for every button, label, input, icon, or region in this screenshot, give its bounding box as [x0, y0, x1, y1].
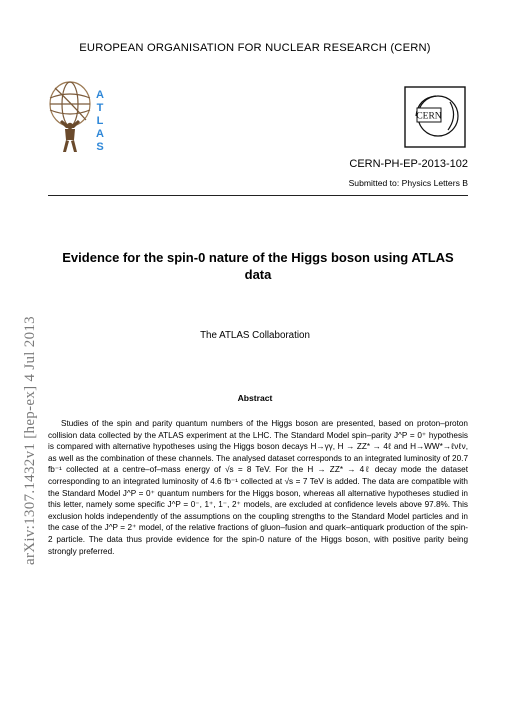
atlas-letter: A — [96, 128, 104, 140]
atlas-letter: T — [96, 102, 104, 114]
abstract-heading: Abstract — [237, 393, 273, 403]
author-line: The ATLAS Collaboration — [200, 330, 310, 341]
atlas-bearer — [60, 120, 80, 152]
atlas-logo — [46, 76, 110, 156]
report-number: CERN-PH-EP-2013-102 — [349, 158, 468, 170]
organisation-header: EUROPEAN ORGANISATION FOR NUCLEAR RESEARCH (CERN) — [79, 42, 431, 54]
submitted-to: Submitted to: Physics Letters B — [348, 178, 468, 188]
abstract-text: Studies of the spin and parity quantum numbers of the Higgs boson are presented, based on proton–proton collision data collected by the ATLAS experiment at the LHC. The Standard Model spin–parity J^P = 0⁺ hypothesis is compared with alternative hypotheses using the Higgs boson decays H→γγ, H → ZZ* → 4ℓ and H→WW*→ℓνℓν, as well as the combination of these channels. The analysed dataset corresponds to an integrated luminosity of 20.7 fb⁻¹ collected at a centre–of–mass energy of √s = 8 TeV. For the H → ZZ* → 4ℓ decay mode the dataset corresponding to an integrated luminosity of 4.6 fb⁻¹ collected at √s = 7 TeV is added. The data are compatible with the Standard Model J^P = 0⁺ quantum numbers for the Higgs boson, whereas all alternative hypotheses studied in this letter, namely some specific J^P = 0⁻, 1⁺, 1⁻, 2⁺ models, are excluded at confidence levels above 97.8%. This exclusion holds independently of the assumptions on the coupling strengths to the Standard Model particles and in the case of the J^P = 2⁺ model, of the relative fractions of gluon–fusion and quark–antiquark production of the spin-2 particle. The data thus provide evidence for the spin-0 nature of the Higgs boson, with positive parity being strongly preferred. — [48, 419, 468, 556]
atlas-letter: L — [96, 115, 104, 127]
arxiv-stamp[interactable]: arXiv:1307.1432v1 [hep-ex] 4 Jul 2013 — [22, 316, 38, 565]
atlas-letter: S — [96, 141, 104, 153]
header-divider — [48, 195, 468, 196]
atlas-figure-icon — [50, 82, 90, 126]
cern-logo — [404, 86, 466, 148]
cern-logo-text: CERN — [416, 111, 442, 122]
paper-title: Evidence for the spin-0 nature of the Higgs boson using ATLAS data — [62, 250, 454, 282]
atlas-letter: A — [96, 89, 104, 101]
